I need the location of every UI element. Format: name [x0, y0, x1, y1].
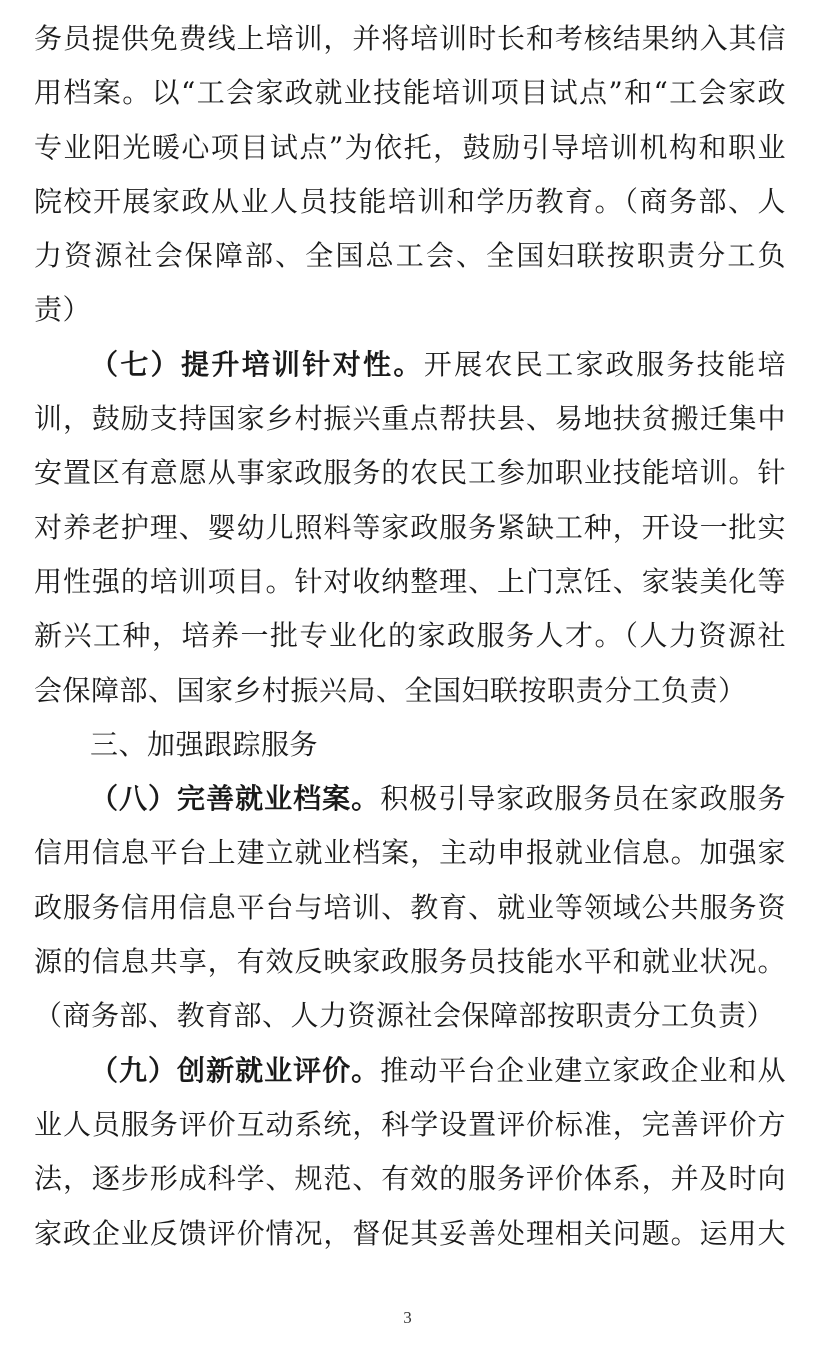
page-number: 3	[403, 1308, 412, 1327]
paragraph-training-continued	[34, 12, 786, 338]
paragraph-item-7	[34, 338, 786, 718]
item-7-lead: （七）提升培训针对性。	[90, 347, 424, 381]
item-7-text: 开展农民工家政服务技能培训，鼓励支持国家乡村振兴重点帮扶县、易地扶贫搬迁集中安置区有意愿从事家政服务的农民工参加职业技能培训。针对养老护理、婴幼儿照料等家政服务紧缺工种，开设一批实用性强的培训项目。针对收纳整理、上门烹饪、家装美化等新兴工种，培养一批专业化的家政服务人才。（人力资源社会保障部、国家乡村振兴局、全国妇联按职责分工负责）	[34, 347, 786, 707]
document-page	[34, 12, 786, 1261]
paragraph-text: 务员提供免费线上培训，并将培训时长和考核结果纳入其信用档案。以“工会家政就业技能培训项目试点”和“工会家政专业阳光暖心项目试点”为依托，鼓励引导培训机构和职业院校开展家政从业人员技能培训和学历教育。（商务部、人力资源社会保障部、全国总工会、全国妇联按职责分工负责）	[34, 22, 786, 327]
item-9-lead: （九）创新就业评价。	[90, 1053, 381, 1087]
item-8-text: 积极引导家政服务员在家政服务信用信息平台上建立就业档案，主动申报就业信息。加强家政服务信用信息平台与培训、教育、就业等领域公共服务资源的信息共享，有效反映家政服务员技能水平和就业状况。（商务部、教育部、人力资源社会保障部按职责分工负责）	[34, 782, 786, 1033]
item-9-text: 推动平台企业建立家政企业和从业人员服务评价互动系统，科学设置评价标准，完善评价方法，逐步形成科学、规范、有效的服务评价体系，并及时向家政企业反馈评价情况，督促其妥善处理相关问题。运用大	[34, 1053, 786, 1250]
paragraph-item-8	[34, 772, 786, 1043]
section-heading-3: 三、加强跟踪服务	[90, 727, 319, 761]
paragraph-item-9	[34, 1044, 786, 1261]
item-8-lead: （八）完善就业档案。	[90, 782, 381, 816]
